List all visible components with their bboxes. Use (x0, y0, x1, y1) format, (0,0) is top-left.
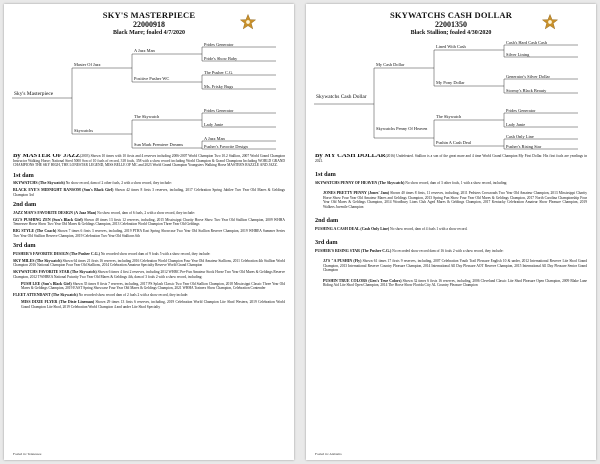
produce-text: No show record, dam of 6 foals, 2 with a show record, they include: (96, 210, 195, 215)
produce-text: Shown 29 times 13 firsts 6 reserves, including, 2019 Celebration World Champion Lite Shod Western, 2019 Celebration World Grand Champion Lite Shod, 2019 Celebration World Champion 4 and under Lite Shod Specialty (21, 300, 285, 309)
sire-intro-lead: By MASTER OF JAZZ (13, 154, 81, 159)
produce-paragraph (21, 300, 285, 309)
section-heading: 1st dam (13, 171, 34, 179)
produce-name: BLACK EYE'S MIDNIGHT RANSOM (Sun's Black Girl) (13, 188, 114, 192)
produce-paragraph (21, 282, 285, 291)
produce-paragraph (323, 279, 587, 288)
sire-intro (315, 154, 587, 163)
produce-paragraph (13, 259, 285, 268)
produce-name: JJ'S "A PUSHIN (Fly) (323, 259, 362, 263)
produce-name: SKY MILES (The Skywatch) (13, 258, 62, 263)
sire-intro-lead: By MY CASH DOLLAR (315, 154, 386, 159)
produce-paragraph (13, 229, 285, 238)
produce-text: Shown 42 times 8 firsts 3 reserves, including, 2017 Celebration Spring Jubilee Two Year Old Mares & Geldings Champion 3rd (13, 188, 285, 197)
pedigree-g3-3: Generator's Silver Dollar (506, 74, 550, 79)
produce-text: No recorded show record dam of 9 foals 5 with a show record, they include: (99, 251, 211, 256)
produce-text: Shown 48 times 13 firsts 12 reserves, including, 2015 Mississippi Charity Horse Show Two Year Old Stallion Champion, 2009 WHHA Tennessee Horse Show Two Year Old Mares & Geldings Champion, 2013 Celebration World Champion Three Year Old Geldings (13, 217, 285, 226)
produce-name: FLEET ATTENDANT (The Skywatch) (13, 293, 78, 297)
pedigree-chart (10, 42, 290, 150)
horse-description: Black Mare; foaled 4/7/2020 (112, 30, 186, 36)
horse-name: SKY'S MASTERPIECE (102, 10, 196, 20)
produce-paragraph (13, 181, 285, 186)
section-heading: 3rd dam (13, 242, 36, 249)
produce-paragraph (13, 218, 285, 227)
produce-paragraph (323, 191, 587, 209)
star-icon (240, 14, 256, 30)
pedigree-g3-5: Prides Generator (204, 108, 234, 113)
produce-text: No show record, dam of 4 foals 1 with a show record. (389, 226, 468, 231)
sire-intro (13, 154, 285, 168)
horse-description: Black Stallion; foaled 4/30/2020 (410, 30, 492, 36)
pedigree-g3-2: Silver Lining (506, 52, 530, 57)
catalog-page-left (4, 4, 294, 460)
star-icon (542, 14, 558, 30)
produce-paragraph (315, 249, 587, 254)
pedigree-sire: My Cash Dollar (376, 62, 405, 67)
produce-paragraph (13, 252, 285, 257)
page-footer: Foaled in: Alabama (315, 452, 342, 456)
registration-number: 22001350 (435, 20, 467, 29)
produce-paragraph (13, 293, 285, 298)
pedigree-g3-2: Pride's Show Baby (204, 56, 238, 61)
pedigree-g3-3: The Pusher C.G. (204, 70, 234, 75)
produce-name: PUSH LEE (Sun's Black Girl) (21, 281, 72, 286)
pedigree-dam-dam: Sun Mark Premiere Dreams (134, 142, 184, 147)
produce-text: Shown 6 times 4 first 2 reserves, including 2012 WHBC Pre-Fun Amateur Stock Horse Two Year Old Mares & Geldings Reserve Champion, 2012 TWHBEA National Futurity Two Year Old Mares & Geldings 4th, dam of 3 foals 2 with a show record, including: (13, 270, 285, 279)
pedigree-g3-4: Ms. Frisky Bugs (204, 84, 234, 89)
produce-name: BIG STYLE (The Coach) (13, 229, 57, 233)
pedigree-g3-4: Stormy's Black Beauty (506, 88, 547, 93)
catalog-text (13, 154, 285, 450)
registration-number: 22000918 (133, 20, 165, 29)
pedigree-chart (312, 42, 592, 150)
produce-paragraph (13, 188, 285, 197)
produce-name: PUSHER'S RISING STAR (The Pusher C.G.) (315, 248, 392, 253)
produce-name: MISS DIXIE FLYER (The Dixie Lineman) (21, 300, 95, 304)
pedigree-g3-7: Cash Only Line (506, 134, 534, 139)
produce-paragraph (13, 270, 285, 279)
pedigree-sire-dam: Positive Pusher WC (134, 76, 170, 81)
produce-text: No show record, dam of 3 other foals, 1 with a show record, including: (404, 180, 508, 185)
pedigree-g3-5: Prides Generator (506, 108, 536, 113)
horse-name: SKYWATCHS CASH DOLLAR (389, 10, 513, 20)
produce-name: SKYWATCHS FAVORITE STAR (The Skywatch) (13, 270, 97, 274)
pedigree-dam-sire: The Skywatch (436, 114, 462, 119)
section-heading: 3rd dam (315, 239, 338, 246)
section-heading: 2nd dam (13, 201, 37, 208)
produce-paragraph (315, 181, 587, 186)
sire-intro-text: (2016) Undefeated. Stallion is a son of the great mare and 4 time World Grand Champion My First Dollar. His first foals are yearlings in 2021. (315, 154, 587, 163)
pedigree-subject: Sky's Masterpiece (14, 91, 54, 97)
pedigree-sire-sire: Lined With Cash (436, 44, 466, 49)
section-heading: 2nd dam (315, 217, 339, 224)
produce-text: No show record, dam of 2 other foals, 2 with a show record, they include: (64, 181, 172, 185)
page-footer: Foaled in: Tennessee (13, 452, 42, 456)
pedigree-sire: Master Of Jazz (74, 62, 101, 67)
pedigree-g3-6: Lady Janie (204, 122, 224, 127)
produce-name: JONES PRETTY PENNY (Jones' Jam) (323, 191, 390, 195)
pedigree-dam-sire: The Skywatch (134, 114, 160, 119)
produce-name: JAZZ MAN'S FAVORITE DESIGN (A Jazz Man) (13, 210, 97, 215)
sire-intro-text: (2003) Shown 10 times with 10 firsts and 4 reserves including 2006-2007 World Champion Two 10.2 Stallion, 2007 World Grand Champion Instructor Walking Horse; National Sired 5000 Son of 10 foals of record, 318 foals, 358 with a show record including World Champion & Grand Champions Including WORLD GRAND CHAMPIONS THE SKY HIGH, THE LONESTAR LEGEND, MISS BELLE OF MC and 2023 World Grand Champion Youngsters Walking Horse MASTER'S RAZZLE AND JAZZ. (13, 154, 285, 167)
pedigree-dam: Skywatchs Penny Of Heaven (376, 126, 428, 131)
pedigree-g3-8: Pusher's Favorite Design (204, 144, 248, 149)
produce-text: Shown 7 times 6 firsts 3 reserves, including, 2019 PTHA East Spring Showcase Two Year Old Stallion Reserve Champion, 2019 WHBEA Summer Series Two Year Old Stallion Reserve Champion, 2019 Celebration Two Year Old Stallions 6th (13, 229, 285, 238)
produce-text: No recorded show record dam of 16 foals 2 with a show record, they include: (391, 248, 504, 253)
pedigree-g3-1: Prides Generator (204, 42, 234, 47)
pedigree-g3-8: Pusher's Rising Star (506, 144, 542, 149)
produce-text: Shown 32 times 6 firsts 16 reserves, including, 2006 Cleveland Classic Lite Shod Pleasure Open Champion, 2009 Blake Lane Riding Aid Lite Shod Open Champion, 2014 The Horse Show Florida City AL Country Pleasure Champion (323, 278, 587, 287)
produce-text: Shown 64 times 21 firsts 16 reserves, including 2016 Celebration World Champion Four Year Old Amateur Stallions, 2011 Celebration 4th Stallion World Champion 2016 National Champion Four Year Old Stallions, 2014 Celebration Amateur Specialty Reserve World Grand Champion (13, 258, 285, 267)
produce-paragraph (315, 227, 587, 232)
pedigree-g3-1: Cash's Hard Cash Cash (506, 40, 547, 45)
catalog-text (315, 154, 587, 450)
produce-text: No recorded show record dam of 2 foals 2 with a show record, they include: (77, 293, 189, 297)
pedigree-sire-dam: My Pony Dollar (436, 80, 465, 85)
pedigree-sire-sire: A Jazz Man (134, 48, 155, 53)
section-heading: 1st dam (315, 171, 336, 178)
produce-text: Shown 40 times 8 firsts, 11 reserves, including, 2011 Pedsters Crossroads Two Year Old Amateur Champion, 2013 Mississippi Charity Horse Show Four Year Old Amateur Mares and Geldings Champion, 2013 Spring Fun Show Four Year Old Mares & Geldings Champion, 2017 North Carolina Championship Four Year Old Mares & Geldings Champion, 2014 Woodbury Lions Club Aged Mares & Geldings Champion, 2017 Kentucky Celebration Amateur Show Pleasure Champion, 2019 Walkers Juvenile Champion (323, 191, 587, 209)
produce-paragraph (13, 211, 285, 216)
pedigree-g3-7: A Jazz Man (204, 136, 225, 141)
pedigree-dam-dam: Pushin A Cash Deal (436, 140, 472, 145)
produce-name: PUSHING A CASH DEAL (Cash Only Line) (315, 226, 390, 231)
produce-name: SKYWATCHS (The Skywatch) (13, 181, 65, 185)
pedigree-g3-6: Lady Janie (506, 122, 526, 127)
pedigree-subject: Skywatchs Cash Dollar (316, 94, 367, 100)
catalog-page-right (306, 4, 596, 460)
produce-text: Shown 35 times 8 firsts 7 reserves, including, 2017 PS Splash Classic Two Year Old Stallion Champion, 2018 Mississippi Classic Three Year Old Mares & Geldings Champion, 2019 EAST Spring Showcase Four Year Old Mares & Geldings Champion, 2021 WHHA Trainers Show Champion, Celebration Contender (21, 281, 285, 290)
produce-name: SKYWATCHS PENNY OF HEAVEN (The Skywatch) (315, 180, 405, 185)
produce-text: Shown 61 times 17 firsts 9 reserves, including, 2007 Celebration Youth Trail Pleasure English 10 & under, 2012 International Reserve Lite Shod Grand Champion, 2013 International Reserve Country Pleasure Champion, 2014 International All Day Pleasure AOT Reserve Champion, 2015 International All Day Pleasure Senior Grand Champion (323, 259, 587, 272)
produce-name: PUSHER'S FAVORITE DESIGN (The Pusher C.G.) (13, 251, 100, 256)
pedigree-dam: Skywatchs (74, 128, 94, 133)
produce-name: PUSHIN TRUE COLORS (Gen's True Colors) (323, 278, 402, 283)
produce-paragraph (323, 259, 587, 273)
produce-name: GG'S PUSHING ZEN (Sun's Black Girl) (13, 217, 83, 222)
